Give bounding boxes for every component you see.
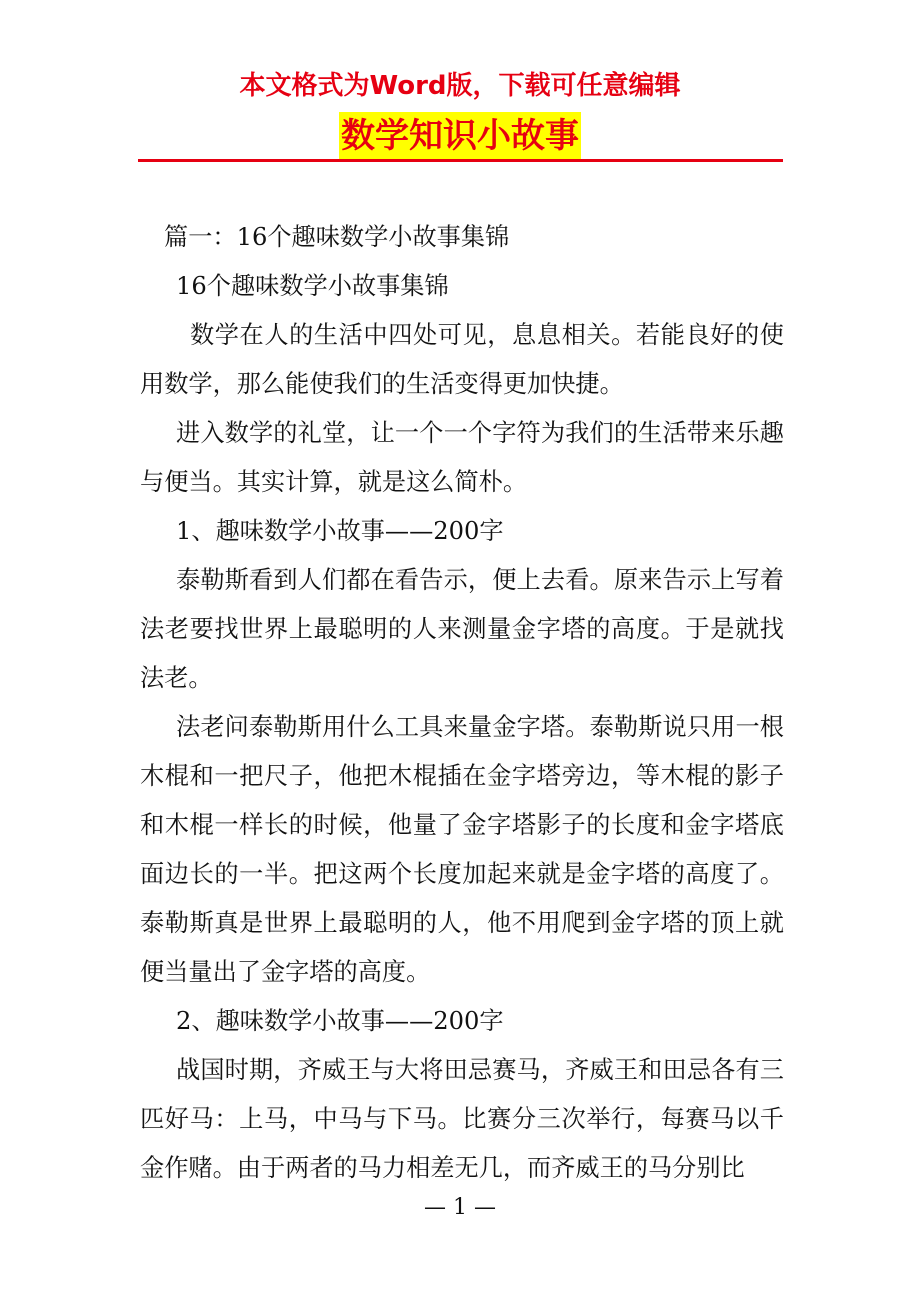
header-divider [138,159,783,162]
page-number: — 1 — [424,1195,496,1220]
paragraph: 数学在人的生活中四处可见，息息相关。若能良好的使用数学，那么能使我们的生活变得更加快捷。 [140,321,784,398]
section-heading: 篇一：16个趣味数学小故事集锦 [164,223,510,251]
story-heading: 2、趣味数学小故事——200字 [176,1007,504,1035]
format-notice: 本文格式为Word版，下载可任意编辑 [239,71,681,101]
paragraph: 进入数学的礼堂，让一个一个字符为我们的生活带来乐趣与便当。其实计算，就是这么简朴。 [140,419,784,496]
paragraph: 战国时期，齐威王与大将田忌赛马，齐威王和田忌各有三匹好马：上马，中马与下马。比赛分三次举行，每赛马以千金作赌。由于两者的马力相差无几，而齐威王的马分别比 [140,1056,784,1182]
document-title: 数学知识小故事 [339,112,581,160]
collection-title: 16个趣味数学小故事集锦 [176,272,449,300]
paragraph: 泰勒斯看到人们都在看告示，便上去看。原来告示上写着法老要找世界上最聪明的人来测量金字塔的高度。于是就找法老。 [140,566,784,692]
story-heading: 1、趣味数学小故事——200字 [176,517,504,545]
paragraph: 法老问泰勒斯用什么工具来量金字塔。泰勒斯说只用一根木棍和一把尺子，他把木棍插在金字塔旁边，等木棍的影子和木棍一样长的时候，他量了金字塔影子的长度和金字塔底面边长的一半。把这两个长度加起来就是金字塔的高度了。泰勒斯真是世界上最聪明的人，他不用爬到金字塔的顶上就便当量出了金字塔的高度。 [140,713,784,986]
title-container [0,112,920,160]
document-body [140,213,784,1193]
